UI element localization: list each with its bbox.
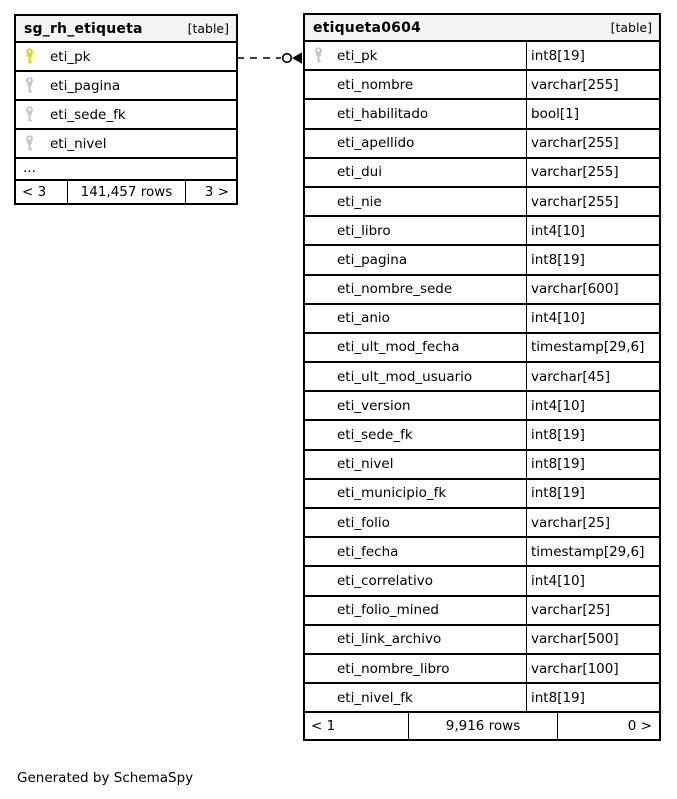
column-name: eti_ult_mod_fecha bbox=[337, 339, 460, 356]
column-name: eti_link_archivo bbox=[337, 631, 442, 648]
column-name-cell bbox=[305, 188, 527, 215]
footer-row-count: 9,916 rows bbox=[409, 713, 558, 739]
column-type: timestamp[29,6] bbox=[531, 339, 645, 356]
column-name: eti_sede_fk bbox=[337, 427, 413, 444]
column-name: eti_pagina bbox=[337, 251, 408, 268]
column-name-cell bbox=[16, 130, 236, 157]
column-type: int8[19] bbox=[531, 251, 585, 268]
column-row-eti_nombre bbox=[305, 71, 659, 100]
column-row-eti_nombre_sede bbox=[305, 276, 659, 305]
column-row-eti_pk bbox=[16, 43, 236, 72]
column-row-eti_anio bbox=[305, 305, 659, 334]
table-type-tag: [table] bbox=[187, 21, 229, 36]
column-type: int8[19] bbox=[531, 485, 585, 502]
column-type: varchar[255] bbox=[531, 135, 619, 152]
column-row-eti_nie bbox=[305, 188, 659, 217]
footer-children-count: < 1 bbox=[305, 713, 409, 739]
column-name: eti_folio_mined bbox=[337, 602, 439, 619]
column-name-cell bbox=[305, 655, 527, 682]
key-icon bbox=[313, 47, 337, 64]
column-name-cell bbox=[305, 334, 527, 361]
column-row-eti_habilitado bbox=[305, 100, 659, 129]
column-type: varchar[25] bbox=[531, 602, 611, 619]
column-row-eti_sede_fk bbox=[305, 421, 659, 450]
column-name-cell bbox=[305, 567, 527, 594]
column-row-eti_municipio_fk bbox=[305, 480, 659, 509]
column-row-eti_correlativo bbox=[305, 567, 659, 596]
column-row-eti_sede_fk bbox=[16, 101, 236, 130]
table-header[interactable] bbox=[305, 15, 659, 42]
column-name: eti_ult_mod_usuario bbox=[337, 368, 473, 385]
table-node-etiqueta0604[interactable] bbox=[303, 13, 661, 741]
column-name-cell bbox=[305, 276, 527, 303]
column-row-eti_folio bbox=[305, 509, 659, 538]
column-name-cell bbox=[305, 246, 527, 273]
column-row-eti_link_archivo bbox=[305, 626, 659, 655]
column-name-cell bbox=[305, 480, 527, 507]
column-row-eti_ult_mod_usuario bbox=[305, 363, 659, 392]
column-name-cell bbox=[305, 538, 527, 565]
column-type: varchar[255] bbox=[531, 193, 619, 210]
column-type: int4[10] bbox=[531, 572, 585, 589]
column-name: eti_nombre_sede bbox=[337, 281, 453, 298]
more-columns-ellipsis: ... bbox=[16, 159, 236, 181]
column-name: eti_pagina bbox=[50, 77, 121, 94]
column-type: varchar[100] bbox=[531, 660, 619, 677]
column-name-cell bbox=[305, 71, 527, 98]
column-name: eti_nie bbox=[337, 193, 382, 210]
zero-cardinality-circle-icon bbox=[283, 54, 292, 63]
column-name: eti_nombre bbox=[337, 76, 414, 93]
column-type: varchar[255] bbox=[531, 76, 619, 93]
column-name-cell bbox=[305, 363, 527, 390]
table-name: sg_rh_etiqueta bbox=[24, 20, 143, 37]
column-type: int4[10] bbox=[531, 397, 585, 414]
column-name-cell bbox=[16, 43, 236, 70]
column-name: eti_correlativo bbox=[337, 572, 433, 589]
column-row-eti_pagina bbox=[305, 246, 659, 275]
column-name: eti_nombre_libro bbox=[337, 660, 450, 677]
column-name-cell bbox=[16, 101, 236, 128]
column-name-cell bbox=[305, 305, 527, 332]
generated-by-note: Generated by SchemaSpy bbox=[17, 770, 194, 786]
table-name: etiqueta0604 bbox=[313, 19, 421, 36]
column-name-cell bbox=[305, 42, 527, 69]
column-row-eti_nivel_fk bbox=[305, 684, 659, 713]
column-name-cell bbox=[305, 451, 527, 478]
column-name-cell bbox=[305, 684, 527, 711]
column-type: int4[10] bbox=[531, 310, 585, 327]
column-name: eti_nivel_fk bbox=[337, 689, 413, 706]
column-type: int8[19] bbox=[531, 47, 585, 64]
key-icon bbox=[24, 106, 50, 123]
column-row-eti_pagina bbox=[16, 72, 236, 101]
column-row-eti_nivel bbox=[16, 130, 236, 159]
column-row-eti_nombre_libro bbox=[305, 655, 659, 684]
key-icon bbox=[24, 135, 50, 152]
column-name: eti_dui bbox=[337, 164, 382, 181]
table-footer bbox=[305, 713, 659, 739]
column-type: varchar[25] bbox=[531, 514, 611, 531]
table-node-sg-rh-etiqueta[interactable] bbox=[14, 14, 238, 205]
column-name: eti_municipio_fk bbox=[337, 485, 447, 502]
column-type: int8[19] bbox=[531, 689, 585, 706]
column-name: eti_folio bbox=[337, 514, 390, 531]
column-name-cell bbox=[305, 626, 527, 653]
column-type: int4[10] bbox=[531, 222, 585, 239]
column-name: eti_version bbox=[337, 397, 411, 414]
column-name: eti_anio bbox=[337, 310, 390, 327]
primary-key-icon bbox=[24, 48, 50, 65]
column-type: int8[19] bbox=[531, 427, 585, 444]
column-row-eti_fecha bbox=[305, 538, 659, 567]
column-name-cell bbox=[305, 509, 527, 536]
column-row-eti_pk bbox=[305, 42, 659, 71]
column-row-eti_nivel bbox=[305, 451, 659, 480]
column-name: eti_pk bbox=[50, 48, 91, 65]
table-header[interactable] bbox=[16, 16, 236, 43]
column-type: bool[1] bbox=[531, 105, 579, 122]
column-name: eti_habilitado bbox=[337, 105, 429, 122]
column-type: varchar[600] bbox=[531, 281, 619, 298]
footer-row-count: 141,457 rows bbox=[68, 181, 186, 203]
column-row-eti_apellido bbox=[305, 130, 659, 159]
column-type: varchar[500] bbox=[531, 631, 619, 648]
column-name-cell bbox=[305, 159, 527, 186]
column-name: eti_pk bbox=[337, 47, 378, 64]
column-type: timestamp[29,6] bbox=[531, 543, 645, 560]
column-row-eti_version bbox=[305, 392, 659, 421]
column-name: eti_nivel bbox=[50, 135, 107, 152]
column-name-cell bbox=[305, 392, 527, 419]
arrowhead-icon bbox=[292, 52, 302, 64]
column-name-cell bbox=[305, 217, 527, 244]
column-name-cell bbox=[305, 597, 527, 624]
key-icon bbox=[24, 77, 50, 94]
table-type-tag: [table] bbox=[610, 20, 652, 35]
column-name: eti_nivel bbox=[337, 456, 394, 473]
column-name-cell bbox=[305, 421, 527, 448]
column-type: varchar[45] bbox=[531, 368, 611, 385]
table-footer bbox=[16, 181, 236, 203]
column-name: eti_sede_fk bbox=[50, 106, 126, 123]
footer-parents-count: 0 > bbox=[627, 718, 652, 735]
column-row-eti_dui bbox=[305, 159, 659, 188]
column-name-cell bbox=[305, 100, 527, 127]
column-type: int8[19] bbox=[531, 456, 585, 473]
footer-children-count: < 3 bbox=[16, 181, 68, 203]
column-row-eti_ult_mod_fecha bbox=[305, 334, 659, 363]
column-row-eti_folio_mined bbox=[305, 597, 659, 626]
column-type: varchar[255] bbox=[531, 164, 619, 181]
column-name: eti_libro bbox=[337, 222, 391, 239]
column-name-cell bbox=[305, 130, 527, 157]
fk-relationship-connector bbox=[236, 46, 304, 70]
column-row-eti_libro bbox=[305, 217, 659, 246]
footer-parents-count: 3 > bbox=[204, 184, 229, 200]
column-name: eti_apellido bbox=[337, 135, 415, 152]
column-name-cell bbox=[16, 72, 236, 99]
column-name: eti_fecha bbox=[337, 543, 399, 560]
